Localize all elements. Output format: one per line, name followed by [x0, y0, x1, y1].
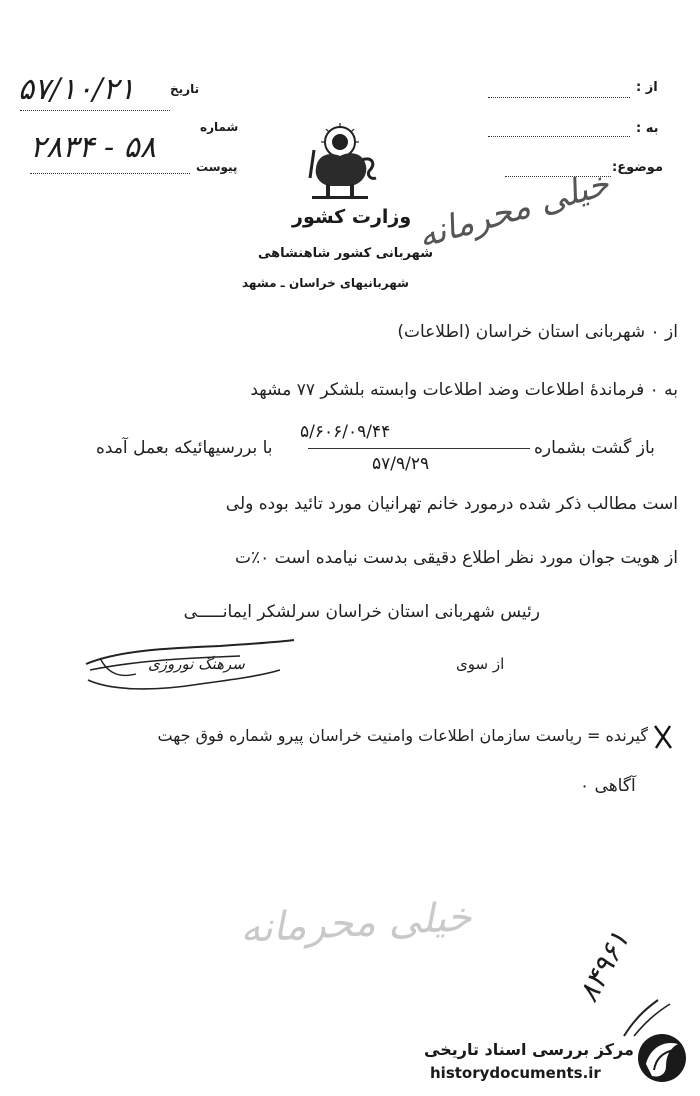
number-value: ۵۸ - ۲۸۳۴ [30, 130, 156, 165]
from-blank-line [488, 96, 630, 98]
on-behalf-label: از سوی [456, 655, 505, 673]
lion-and-sun-emblem-icon [302, 120, 382, 202]
date-label: تاریخ [170, 82, 200, 96]
date-underline [20, 110, 170, 111]
to-label: به : [636, 121, 659, 136]
from-label: از : [636, 80, 658, 95]
confidential-stamp-bottom: خیلی محرمانه [238, 893, 473, 953]
ministry-title: وزارت کشور [292, 206, 412, 228]
body-line-3: است مطالب ذکر شده درمورد خانم تهرانیان مورد تائید بوده ولی [225, 494, 678, 514]
confidential-stamp-top: خیلی محرمانه [413, 163, 614, 257]
signatory-title: رئیس شهربانی استان خراسان سرلشکر ایمانـــــی [183, 602, 540, 622]
signature-name: سرهنگ نوروزی [148, 655, 245, 673]
attachment-label: پیوست [196, 160, 238, 174]
recipients-line-end: آگاهی ۰ [580, 776, 636, 796]
archive-logo-icon [636, 1030, 688, 1086]
reference-number: ۵/۶۰۶/۰۹/۴۴ [300, 422, 391, 442]
subject-label: موضوع: [612, 160, 663, 175]
archive-name: مرکز بررسی اسناد تاریخی [424, 1040, 634, 1059]
check-x-mark-icon [652, 724, 674, 750]
archive-url: historydocuments.ir [430, 1064, 601, 1082]
to-line: به ۰ فرماندهٔ اطلاعات وضد اطلاعات وابسته بلشکر ۷۷ مشهد [250, 380, 678, 400]
handwritten-signature-icon [80, 630, 300, 700]
from-line: از ۰ شهربانی استان خراسان (اطلاعات) [397, 322, 678, 342]
police-title: شهربانی کشور شاهنشاهی [258, 246, 433, 261]
recipients-line: گیرنده = ریاست سازمان اطلاعات وامنیت خراسان پیرو شماره فوق جهت [157, 726, 648, 745]
date-value: ۵۷/۱۰/۲۱ [18, 72, 135, 107]
reference-label: باز گشت بشماره [534, 438, 655, 458]
reference-rest: با بررسیهائیکه بعمل آمده [96, 438, 273, 458]
margin-note: ۸۴۹۶۱ [571, 925, 636, 1008]
number-underline [30, 173, 190, 174]
number-label: شماره [200, 120, 239, 134]
reference-date: ۵۷/۹/۲۹ [372, 454, 430, 474]
department-title: شهربانیهای خراسان ـ مشهد [242, 276, 409, 290]
reference-fraction-line [308, 448, 530, 449]
body-line-4: از هویت جوان مورد نظر اطلاع دقیقی بدست نیامده است ۰٪ت [234, 548, 678, 568]
to-blank-line [488, 135, 630, 137]
